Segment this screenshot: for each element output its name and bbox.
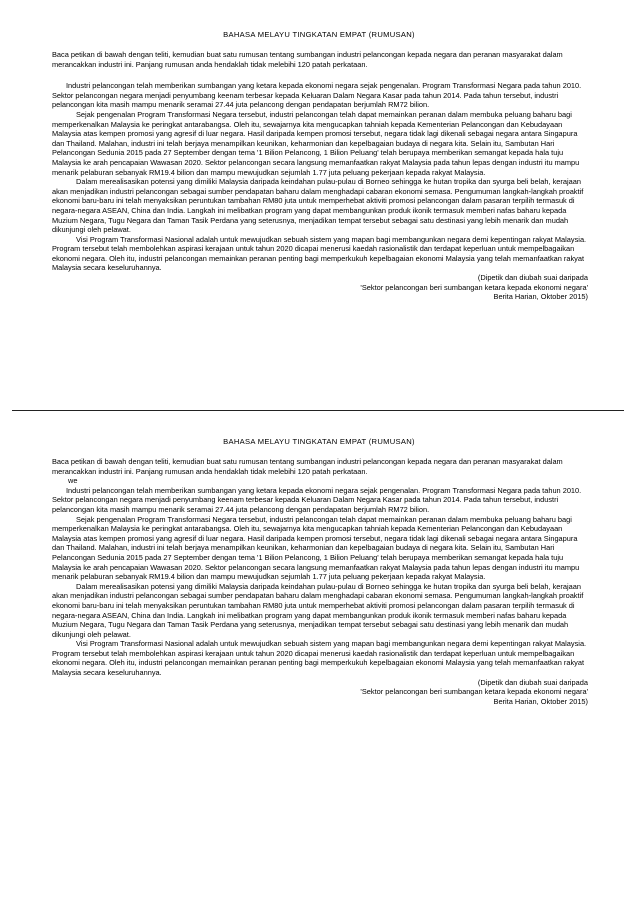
instruction-text: Baca petikan di bawah dengan teliti, kemudian buat satu rumusan tentang sumbangan industri pelancongan kepada negara dan peranan masyarakat dalam merancakkan industri ini. Panjang rumusan anda hendaklah tidak melebihi 120 patah perkataan. [52,50,563,69]
source-line-2: 'Sektor pelancongan beri sumbangan ketara kepada ekonomi negara' [360,687,588,697]
paragraph-3: Dalam merealisasikan potensi yang dimiliki Malaysia daripada keindahan pulau-pulau di Borneo sehingga ke hutan tropika dan syurga beli belah, kerajaan akan menjadikan industri pelancongan sebagai sumber pendapatan baharu dalam menghadapi cabaran ekonomi semasa. Pengumuman langkah-langkah proaktif ekonomi baru-baru ini telah menyaksikan peruntukan tambahan RM80 juta untuk memperhebat aktiviti promosi pelancongan dalam pasaran terpilih termasuk di negara-negara ASEAN, China dan India. Langkah ini melibatkan program yang dapat membangunkan produk ikonik termasuk memberi nafas baharu kepada Muzium Negara, Tugu Negara dan Taman Tasik Perdana yang seterusnya, menjadikan tempat tersebut sebagai satu destinasi yang lebih menarik dan mudah dikunjungi oleh pelawat. [52,177,584,235]
instruction-text: Baca petikan di bawah dengan teliti, kemudian buat satu rumusan tentang sumbangan industri pelancongan kepada negara dan peranan masyarakat dalam merancakkan industri ini. Panjang rumusan anda hendaklah tidak melebihi 120 patah perkataan. [52,457,563,476]
page-bottom-copy [0,437,638,706]
source-line-3: Berita Harian, Oktober 2015) [493,292,588,302]
paragraph-1: Industri pelancongan telah memberikan sumbangan yang ketara kepada ekonomi negara sejak pengenalan. Program Transformasi Negara pada tahun 2010. Sektor pelancongan negara menjadi penyumbang keenam terbesar kepada Keluaran Dalam Negara Kasar pada tahun 2014. Pada tahun tersebut, industri pelancongan kita masih mampu menarik seramai 27.44 juta pelancong dengan pendapatan berjumlah RM72 bilion. [52,485,582,514]
passage-body [52,457,588,706]
source-line-2: 'Sektor pelancongan beri sumbangan ketara kepada ekonomi negara' [360,282,588,292]
source-line-1: (Dipetik dan diubah suai daripada [477,677,588,687]
page-top-copy [0,0,638,302]
paragraph-2: Sejak pengenalan Program Transformasi Negara tersebut, industri pelancongan telah dapat memainkan peranan dalam membuka peluang baharu bagi memperkenalkan Malaysia ke peringkat antarabangsa. Oleh itu, sewajarnya kita mengucapkan tahniah kepada Kementerian Pelancongan dan Kebudayaan Malaysia atas kempen promosi yang agresif di luar negara. Hasil daripada kempen promosi tersebut, negara tidak lagi dikenali sebagai negara antara Singapura dan Thailand. Malahan, industri ini telah berjaya menampilkan keunikan, keharmonian dan kepelbagaian budaya di negara kita. Selain itu, Sambutan Hari Pelancongan Sedunia 2015 pada 27 September dengan tema '1 Bilion Pelancong, 1 Bilion Peluang' telah berupaya memberikan semangat kepada hala tuju Malaysia ke arah pencapaian Wawasan 2020. Sektor pelancongan secara langsung memanfaatkan rakyat Malaysia pada tahun lepas dengan industri itu mampu menarik pelaburan sebanyak RM19.4 bilion dan mampu mewujudkan sejumlah 1.77 juta peluang pekerjaan kepada rakyat Malaysia. [52,514,580,582]
paragraph-1: Industri pelancongan telah memberikan sumbangan yang ketara kepada ekonomi negara sejak pengenalan. Program Transformasi Negara pada tahun 2010. Sektor pelancongan negara menjadi penyumbang keenam terbesar kepada Keluaran Dalam Negara Kasar pada tahun 2014. Pada tahun tersebut, industri pelancongan kita masih mampu menarik seramai 27.44 juta pelancong dengan pendapatan berjumlah RM72 bilion. [52,81,582,110]
paragraph-4: Visi Program Transformasi Nasional adalah untuk mewujudkan sebuah sistem yang mapan bagi membangunkan negara demi kepentingan rakyat Malaysia. Program tersebut telah membolehkan aspirasi kerajaan untuk tahun 2020 dicapai menerusi kaedah rasionalistik dan terdapat keperluan untuk mempelbagaikan ekonomi negara. Oleh itu, industri pelancongan memainkan peranan penting bagi memperkukuh kepelbagaian ekonomi Malaysia yang telah memanfaatkan rakyat Malaysia secara keseluruhannya. [52,234,587,273]
passage-body [52,50,588,302]
source-line-1: (Dipetik dan diubah suai daripada [477,273,588,283]
page-title: BAHASA MELAYU TINGKATAN EMPAT (RUMUSAN) [223,30,415,39]
source-line-3: Berita Harian, Oktober 2015) [493,696,588,706]
paragraph-3: Dalam merealisasikan potensi yang dimiliki Malaysia daripada keindahan pulau-pulau di Borneo sehingga ke hutan tropika dan syurga beli belah, kerajaan akan menjadikan industri pelancongan sebagai sumber pendapatan baharu dalam menghadapi cabaran ekonomi semasa. Pengumuman langkah-langkah proaktif ekonomi baru-baru ini telah menyaksikan peruntukan tambahan RM80 juta untuk memperhebat aktiviti promosi pelancongan dalam pasaran terpilih termasuk di negara-negara ASEAN, China dan India. Langkah ini melibatkan program yang dapat membangunkan produk ikonik termasuk memberi nafas baharu kepada Muzium Negara, Tugu Negara dan Taman Tasik Perdana yang seterusnya, menjadikan tempat tersebut sebagai satu destinasi yang lebih menarik dan mudah dikunjungi oleh pelawat. [52,581,584,639]
paragraph-2: Sejak pengenalan Program Transformasi Negara tersebut, industri pelancongan telah dapat memainkan peranan dalam membuka peluang baharu bagi memperkenalkan Malaysia ke peringkat antarabangsa. Oleh itu, sewajarnya kita mengucapkan tahniah kepada Kementerian Pelancongan dan Kebudayaan Malaysia atas kempen promosi yang agresif di luar negara. Hasil daripada kempen promosi tersebut, negara tidak lagi dikenali sebagai negara antara Singapura dan Thailand. Malahan, industri ini telah berjaya menampilkan keunikan, keharmonian dan kepelbagaian budaya di negara kita. Selain itu, Sambutan Hari Pelancongan Sedunia 2015 pada 27 September dengan tema '1 Bilion Pelancong, 1 Bilion Peluang' telah berupaya memberikan semangat kepada hala tuju Malaysia ke arah pencapaian Wawasan 2020. Sektor pelancongan secara langsung memanfaatkan rakyat Malaysia pada tahun lepas dengan industri itu mampu menarik pelaburan sebanyak RM19.4 bilion dan mampu mewujudkan sejumlah 1.77 juta peluang pekerjaan kepada rakyat Malaysia. [52,109,580,177]
stray-text: we [68,476,78,486]
page-title: BAHASA MELAYU TINGKATAN EMPAT (RUMUSAN) [223,437,415,446]
paragraph-4: Visi Program Transformasi Nasional adalah untuk mewujudkan sebuah sistem yang mapan bagi membangunkan negara demi kepentingan rakyat Malaysia. Program tersebut telah membolehkan aspirasi kerajaan untuk tahun 2020 dicapai menerusi kaedah rasionalistik dan terdapat keperluan untuk mempelbagaikan ekonomi negara. Oleh itu, industri pelancongan memainkan peranan penting bagi memperkukuh kepelbagaian ekonomi Malaysia yang telah memanfaatkan rakyat Malaysia secara keseluruhannya. [52,639,587,678]
page-divider [12,410,624,411]
